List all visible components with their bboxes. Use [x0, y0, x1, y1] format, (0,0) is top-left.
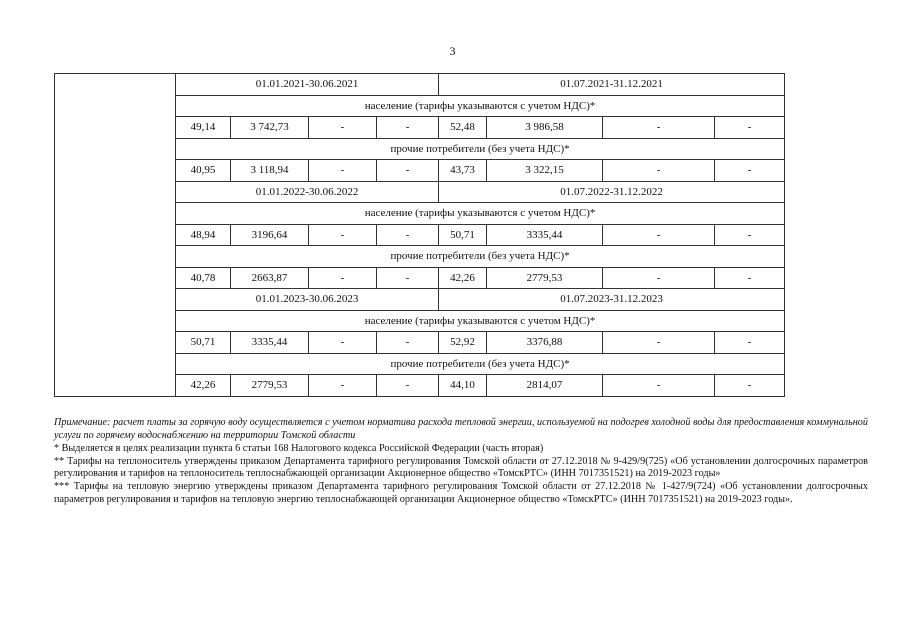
tariff-value-cell: 3 118,94 [231, 160, 309, 182]
tariff-value-cell: - [603, 375, 715, 397]
page-number: 3 [449, 44, 456, 58]
period-row [55, 74, 869, 96]
tariff-value-cell: 3335,44 [487, 224, 603, 246]
consumer-group-row [55, 310, 869, 332]
tariff-value-cell: 50,71 [176, 332, 231, 354]
table-row [55, 332, 869, 354]
tariff-value-cell: - [377, 224, 439, 246]
tariff-value-cell: - [377, 375, 439, 397]
tariff-value-cell: 42,26 [439, 267, 487, 289]
consumer-group-row [55, 203, 869, 225]
tariff-value-cell: 3196,64 [231, 224, 309, 246]
tariff-value-cell: - [715, 117, 785, 139]
period-row [55, 181, 869, 203]
tariff-value-cell: - [309, 160, 377, 182]
tariff-value-cell: 40,95 [176, 160, 231, 182]
footnote-heat-energy: *** Тарифы на тепловую энергию утверждены приказом Департамента тарифного регулирования Томской области от 27.12.2018 № 1-427/9(724) «Об установлении долгосрочных параметров регулирования и тарифов на тепловую энергию теплоснабжающей организации Акционерное общество «ТомскРТС» (ИНН 7017351521) на 2019-2023 годы». [54, 480, 868, 505]
tariff-value-cell: 3335,44 [231, 332, 309, 354]
consumer-group-label: население (тарифы указываются с учетом НДС)* [176, 310, 785, 332]
tariff-value-cell: 52,48 [439, 117, 487, 139]
tariff-value-cell: - [603, 117, 715, 139]
tariff-value-cell: - [377, 332, 439, 354]
tariff-value-cell: - [715, 224, 785, 246]
period-cell: 01.01.2023-30.06.2023 [176, 289, 439, 311]
tariff-value-cell: 50,71 [439, 224, 487, 246]
table-row [55, 160, 869, 182]
tariff-value-cell: - [377, 117, 439, 139]
tariff-value-cell: - [603, 267, 715, 289]
tariff-value-cell: - [715, 160, 785, 182]
consumer-group-label: прочие потребители (без учета НДС)* [176, 246, 785, 268]
tariff-value-cell: 2814,07 [487, 375, 603, 397]
footnote-heat-carrier: ** Тарифы на теплоноситель утверждены приказом Департамента тарифного регулирования Томской области от 27.12.2018 № 9-429/9(725) «Об установлении долгосрочных параметров регулирования и тарифов на теплоноситель теплоснабжающей организации Акционерное общество «ТомскРТС» (ИНН 7017351521) на 2019-2023 годы» [54, 455, 868, 480]
tariff-value-cell: 49,14 [176, 117, 231, 139]
table-stub-cell [55, 74, 176, 397]
tariff-value-cell: - [603, 224, 715, 246]
consumer-group-row [55, 246, 869, 268]
consumer-group-row [55, 138, 869, 160]
period-cell: 01.07.2022-31.12.2022 [439, 181, 785, 203]
tariff-value-cell: - [715, 375, 785, 397]
period-cell: 01.07.2023-31.12.2023 [439, 289, 785, 311]
tariff-value-cell: - [309, 332, 377, 354]
consumer-group-label: прочие потребители (без учета НДС)* [176, 353, 785, 375]
consumer-group-label: население (тарифы указываются с учетом НДС)* [176, 95, 785, 117]
table-row [55, 267, 869, 289]
tariff-table [54, 73, 869, 397]
tariff-value-cell: 3 742,73 [231, 117, 309, 139]
consumer-group-label: прочие потребители (без учета НДС)* [176, 138, 785, 160]
tariff-value-cell: - [603, 332, 715, 354]
period-cell: 01.01.2021-30.06.2021 [176, 74, 439, 96]
consumer-group-label: население (тарифы указываются с учетом НДС)* [176, 203, 785, 225]
period-cell: 01.07.2021-31.12.2021 [439, 74, 785, 96]
footnote-vat: * Выделяется в целях реализации пункта 6 статьи 168 Налогового кодекса Российской Федерации (часть вторая) [54, 443, 544, 455]
tariff-value-cell: 48,94 [176, 224, 231, 246]
table-row [55, 117, 869, 139]
tariff-value-cell: 3 986,58 [487, 117, 603, 139]
tariff-value-cell: 40,78 [176, 267, 231, 289]
tariff-value-cell: - [715, 332, 785, 354]
tariff-value-cell: - [377, 267, 439, 289]
table-row [55, 224, 869, 246]
consumer-group-row [55, 353, 869, 375]
remark-note: Примечание: расчет платы за горячую воду осуществляется с учетом норматива расхода тепловой энергии, используемой на подогрев холодной воды для предоставления коммунальной услуги по горячему водоснабжению на территории Томской области [54, 417, 868, 441]
tariff-value-cell: - [715, 267, 785, 289]
tariff-value-cell: - [309, 267, 377, 289]
tariff-value-cell: 43,73 [439, 160, 487, 182]
tariff-value-cell: 2779,53 [231, 375, 309, 397]
period-cell: 01.01.2022-30.06.2022 [176, 181, 439, 203]
tariff-value-cell: 44,10 [439, 375, 487, 397]
tariff-value-cell: - [309, 117, 377, 139]
tariff-value-cell: 2663,87 [231, 267, 309, 289]
table-row [55, 375, 869, 397]
tariff-value-cell: 52,92 [439, 332, 487, 354]
tariff-value-cell: - [309, 375, 377, 397]
consumer-group-row [55, 95, 869, 117]
period-row [55, 289, 869, 311]
tariff-value-cell: - [377, 160, 439, 182]
tariff-value-cell: 42,26 [176, 375, 231, 397]
tariff-value-cell: 3376,88 [487, 332, 603, 354]
tariff-value-cell: 2779,53 [487, 267, 603, 289]
notes-section [54, 417, 868, 506]
tariff-value-cell: - [603, 160, 715, 182]
tariff-value-cell: - [309, 224, 377, 246]
tariff-value-cell: 3 322,15 [487, 160, 603, 182]
